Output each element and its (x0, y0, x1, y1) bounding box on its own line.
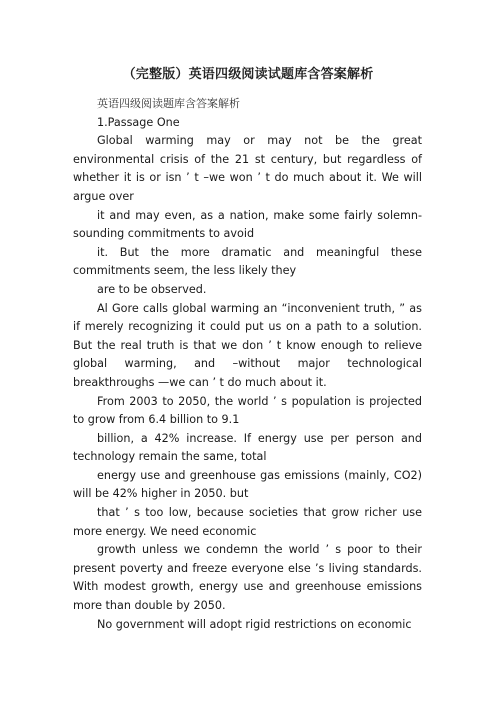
paragraph: From 2003 to 2050, the world ’ s population is projected to grow from 6.4 billion to 9.1 (73, 394, 422, 427)
paragraph: Global warming may or may not be the great environmental crisis of the 21 st century, but regardless of whether it is or isn ’ t –we won ’ t do much about it. We will argue over (73, 134, 422, 203)
paragraph: it and may even, as a nation, make some fairly solemn-sounding commitments to avoid (73, 208, 422, 241)
paragraph: Al Gore calls global warming an “inconvenient truth, ” as if merely recognizing it could put us on a path to a solution. But the real truth is that we don ’ t know enough to relieve global warming, and –without major technological breakthroughs —we can ’ t do much about it. (73, 301, 422, 389)
section-heading: 1.Passage One (97, 115, 180, 129)
paragraph: growth unless we condemn the world ’ s poor to their present poverty and freeze everyone else ’s living standards. With modest growth, energy use and greenhouse emissions more than double by 2050. (73, 543, 422, 613)
paragraph: are to be observed. (97, 282, 207, 296)
paragraph: it. But the more dramatic and meaningful these commitments seem, the less likely they (73, 245, 422, 278)
paragraph: energy use and greenhouse gas emissions (mainly, CO2) will be 42% higher in 2050. but (73, 468, 422, 501)
paragraph: that ’ s too low, because societies that grow richer use more energy. We need economic (73, 506, 422, 538)
document-title: （完整版）英语四级阅读试题库含答案解析 (122, 67, 374, 82)
paragraph: billion, a 42% increase. If energy use per person and technology remain the same, total (73, 431, 422, 464)
document-subtitle: 英语四级阅读题库含答案解析 (97, 97, 240, 110)
paragraph: No government will adopt rigid restrictions on economic (97, 617, 412, 631)
document-body (73, 95, 422, 634)
